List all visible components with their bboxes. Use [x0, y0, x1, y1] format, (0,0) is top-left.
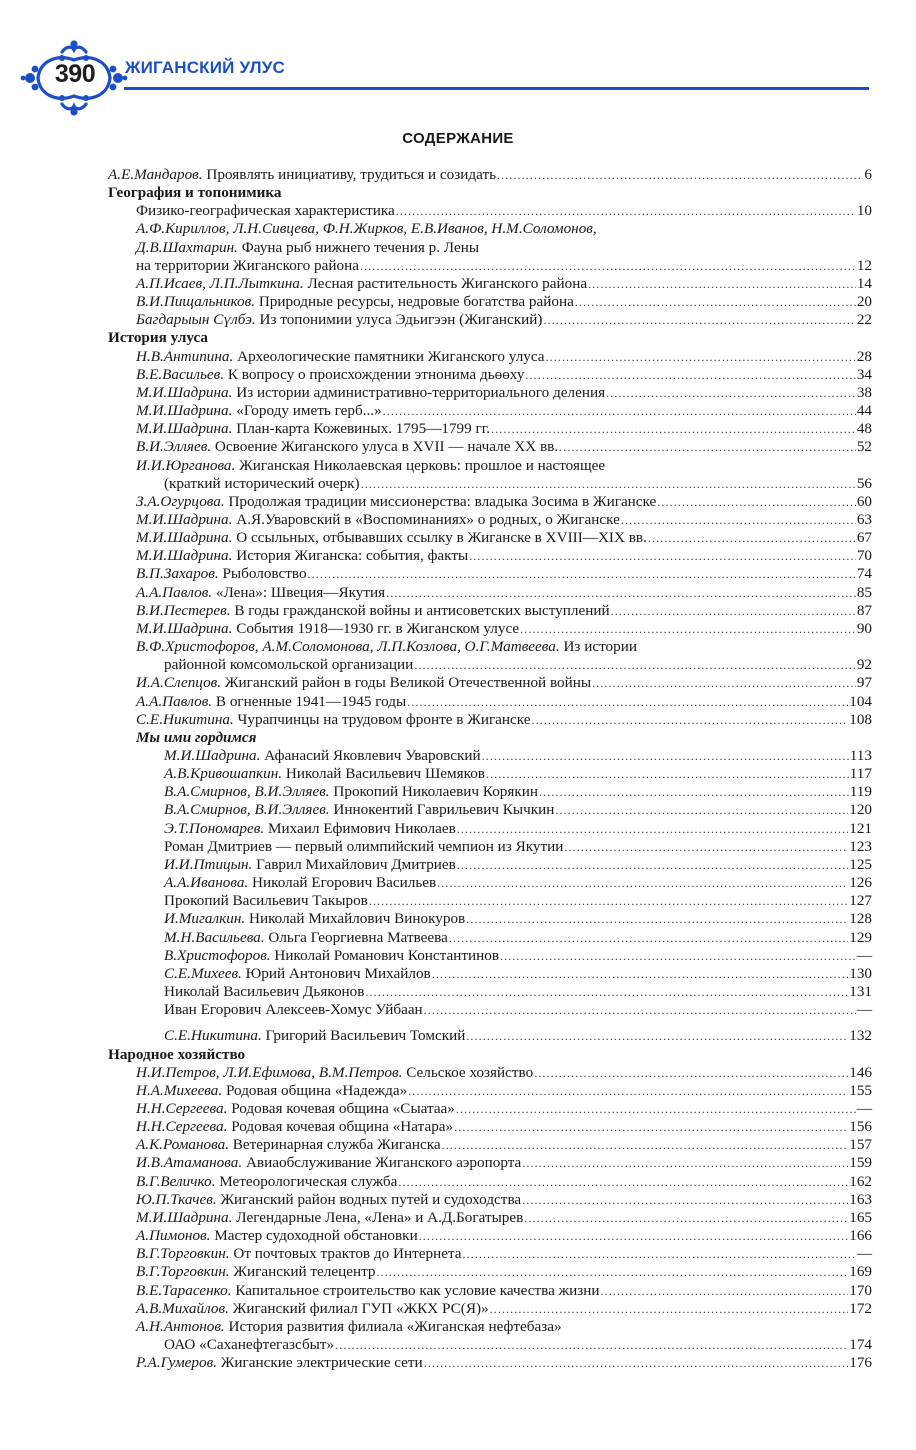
entry-title: Из топонимии улуса Эдьигээн (Жиганский): [255, 311, 543, 329]
entry-page: 34: [856, 365, 872, 383]
toc-entry[interactable]: [108, 674, 872, 692]
dot-leader: [414, 656, 856, 674]
entry-title: Николай Егорович Васильев: [248, 874, 437, 892]
entry-page: 63: [856, 510, 872, 528]
entry-page: 12: [856, 256, 872, 274]
header-rule: [124, 87, 869, 90]
entry-author: В.Е.Тарасенко.: [136, 1281, 232, 1299]
spacer: [108, 1019, 872, 1027]
entry-title: Родовая кочевая община «Натара»: [227, 1118, 454, 1136]
dot-leader: [482, 747, 849, 765]
toc-entry[interactable]: [108, 965, 872, 983]
entry-title: Николай Романович Константинов: [270, 946, 500, 964]
dot-leader: [454, 1118, 848, 1136]
entry-author: В.Христофоров.: [164, 946, 271, 964]
toc-entry[interactable]: [108, 656, 872, 674]
entry-title: Афанасий Яковлевич Уваровский: [260, 747, 481, 764]
entry-title: Родовая кочевая община «Сыатаа»: [227, 1099, 455, 1117]
toc-entry[interactable]: [108, 783, 872, 801]
toc-entry[interactable]: [108, 1001, 872, 1019]
dot-leader: [491, 420, 856, 438]
toc-entry[interactable]: [108, 1100, 872, 1118]
entry-author: Д.В.Шахтарин.: [136, 238, 238, 256]
dot-leader: [407, 693, 848, 711]
entry-author: Н.А.Михеева.: [136, 1081, 223, 1099]
entry-page: 6: [864, 166, 872, 183]
toc-title: СОДЕРЖАНИЕ: [402, 130, 514, 147]
dot-leader: [396, 202, 856, 220]
entry-author: И.И.Юрганова.: [136, 456, 236, 474]
toc-entry[interactable]: [108, 910, 872, 928]
entry-author: В.А.Смирнов, В.И.Элляев.: [164, 801, 330, 819]
entry-page: 119: [849, 783, 872, 801]
toc-entry[interactable]: [108, 348, 872, 366]
entry-title-cont: районной комсомольской организации: [164, 656, 414, 674]
dot-leader: [463, 1245, 856, 1263]
entry-author: А.П.Исаев, Л.П.Лыткина.: [136, 274, 304, 292]
entry-page: 113: [849, 747, 872, 764]
entry-author: В.Г.Торговкин.: [136, 1263, 230, 1281]
entry-title: Чурапчинцы на трудовом фронте в Жиганске: [233, 710, 531, 728]
dot-leader: [657, 493, 856, 511]
toc-entry[interactable]: [108, 1245, 872, 1263]
dot-leader: [432, 965, 848, 983]
entry-title: Лесная растительность Жиганского района: [303, 274, 588, 292]
entry-page: 131: [849, 983, 872, 1001]
dot-leader: [442, 1136, 849, 1154]
entry-page: 155: [849, 1081, 872, 1099]
entry-page: 165: [849, 1208, 872, 1226]
entry-title: К вопросу о происхождении этнонима дьөөху: [224, 365, 525, 383]
entry-title: Михаил Ефимович Николаев: [264, 819, 456, 837]
entry-author: М.И.Шадрина.: [164, 747, 261, 764]
entry-title: Из истории административно-территориального деления: [232, 383, 606, 401]
dot-leader: [648, 529, 856, 547]
dot-leader: [575, 293, 856, 311]
toc-entry[interactable]: [108, 1154, 872, 1172]
entry-page: 146: [849, 1063, 872, 1081]
dot-leader: [457, 820, 848, 838]
entry-author: В.И.Элляев.: [136, 438, 212, 456]
toc-entry[interactable]: [108, 547, 872, 565]
entry-author: З.А.Огурцова.: [136, 492, 225, 510]
entry-page: 67: [856, 529, 872, 547]
entry-page: 126: [849, 874, 872, 892]
entry-page: 162: [849, 1172, 872, 1190]
entry-page: 130: [849, 964, 872, 982]
toc-entry[interactable]: [108, 475, 872, 493]
entry-author: С.Е.Михеев.: [164, 964, 242, 982]
entry-title: Родовая община «Надежда»: [222, 1081, 408, 1099]
entry-author: А.А.Иванова.: [164, 874, 249, 892]
entry-author: Н.Н.Сергеева.: [136, 1099, 228, 1117]
toc-entry[interactable]: [108, 202, 872, 220]
entry-page: 157: [849, 1136, 872, 1154]
entry-title: История развития филиала «Жиганская нефтебаза»: [224, 1317, 562, 1335]
dot-leader: [360, 257, 856, 275]
toc-entry[interactable]: [108, 311, 872, 329]
entry-page: 174: [849, 1336, 872, 1353]
entry-page: 127: [849, 892, 872, 910]
entry-page: 117: [849, 765, 872, 783]
entry-author: Багдарыын Сүлбэ.: [136, 311, 256, 329]
entry-page: 129: [849, 928, 872, 946]
entry-author: М.И.Шадрина.: [136, 383, 233, 401]
toc-entry[interactable]: [108, 856, 872, 874]
dot-leader: [601, 1282, 849, 1300]
entry-title: От почтовых трактов до Интернета: [229, 1245, 462, 1263]
dot-leader: [466, 910, 848, 928]
toc-entry[interactable]: [108, 838, 872, 856]
entry-title: Николай Михайлович Винокуров: [245, 910, 466, 928]
dot-leader: [361, 475, 856, 493]
dot-leader: [424, 1354, 849, 1372]
entry-page: 38: [856, 383, 872, 401]
entry-author: А.Пимонов.: [136, 1227, 211, 1245]
toc-entry[interactable]: [108, 711, 872, 729]
entry-author: Ю.П.Ткачев.: [136, 1190, 217, 1208]
entry-page: 169: [849, 1263, 872, 1281]
entry-page: 108: [849, 710, 872, 728]
entry-author: В.И.Пестерев.: [136, 601, 231, 619]
dot-leader: [335, 1336, 848, 1354]
entry-author: Н.Н.Сергеева.: [136, 1118, 228, 1136]
entry-title: Жиганский телецентр: [229, 1263, 376, 1281]
entry-author: В.А.Смирнов, В.И.Элляев.: [164, 783, 330, 801]
entry-author: И.Мигалкин.: [164, 910, 246, 928]
toc-entry[interactable]: [108, 584, 872, 602]
toc-entry[interactable]: [108, 1354, 872, 1372]
entry-title: Жиганский район в годы Великой Отечественной войны: [221, 674, 592, 692]
toc-entry[interactable]: [108, 402, 872, 420]
toc-entry[interactable]: [108, 983, 872, 1001]
entry-author: А.Н.Антонов.: [136, 1317, 225, 1335]
toc-entry[interactable]: [108, 384, 872, 402]
dot-leader: [424, 1001, 856, 1019]
dot-leader: [398, 1173, 848, 1191]
entry-page: 128: [849, 910, 872, 928]
entry-title: Николай Васильевич Шемяков: [282, 765, 485, 783]
toc-entry[interactable]: [108, 801, 872, 819]
entry-page: 97: [856, 674, 872, 692]
dot-leader: [419, 1227, 849, 1245]
dot-leader: [588, 275, 856, 293]
entry-page: 22: [856, 311, 872, 329]
entry-title: Археологические памятники Жиганского улуса: [233, 347, 545, 365]
dot-leader: [555, 801, 848, 819]
dot-leader: [308, 565, 856, 583]
entry-author: Э.Т.Пономарев.: [164, 819, 265, 837]
entry-page: 70: [856, 547, 872, 565]
toc-entry[interactable]: [108, 275, 872, 293]
subsection-heading-proud: Мы ими гордимся: [136, 728, 257, 746]
entry-title: План-карта Кожевиных. 1795—1799 гг.: [232, 420, 491, 438]
entry-author: Н.В.Антипина.: [136, 347, 234, 365]
entry-title: В огненные 1941—1945 годы: [212, 692, 407, 710]
dot-leader: [408, 1082, 848, 1100]
entry-page: 121: [849, 819, 872, 837]
toc-entry[interactable]: [108, 438, 872, 456]
entry-title: Фауна рыб нижнего течения р. Лены: [237, 238, 480, 256]
running-title: ЖИГАНСКИЙ УЛУС: [125, 58, 286, 77]
entry-title: Иван Егорович Алексеев-Хомус Уйбаан: [164, 1001, 423, 1019]
dot-leader: [534, 1064, 848, 1082]
toc-entry[interactable]: [108, 1336, 872, 1354]
entry-author: М.И.Шадрина.: [136, 510, 233, 528]
toc-entry[interactable]: [108, 947, 872, 965]
entry-title: Физико-географическая характеристика: [136, 202, 395, 220]
dot-leader: [500, 947, 856, 965]
dot-leader: [383, 402, 856, 420]
dot-leader: [559, 438, 856, 456]
entry-page: —: [856, 1001, 872, 1019]
toc-entry[interactable]: [108, 1118, 872, 1136]
entry-page: 60: [856, 492, 872, 510]
dot-leader: [437, 874, 848, 892]
entry-author: М.И.Шадрина.: [136, 619, 233, 637]
toc-entry[interactable]: [108, 529, 872, 547]
entry-author: А.Ф.Кириллов, Л.Н.Сивцева, Ф.Н.Жирков, Е.В.Иванов, Н.М.Соломонов,: [136, 220, 597, 238]
entry-title-cont: ОАО «Саханефтегазсбыт»: [164, 1336, 335, 1353]
entry-page: 28: [856, 347, 872, 365]
entry-title: Жиганский район водных путей и судоходства: [216, 1190, 522, 1208]
entry-title-cont: (краткий исторический очерк): [164, 474, 360, 492]
entry-title: Иннокентий Гаврильевич Кычкин: [329, 801, 555, 819]
entry-author: М.И.Шадрина.: [136, 529, 233, 547]
entry-page: 176: [849, 1354, 872, 1372]
entry-title: Жиганская Николаевская церковь: прошлое и настоящее: [235, 456, 606, 474]
entry-title: Мастер судоходной обстановки: [210, 1227, 418, 1245]
entry-page: 125: [849, 855, 872, 873]
entry-author: В.Ф.Христофоров, А.М.Соломонова, Л.П.Козлова, О.Г.Матвеева.: [136, 638, 560, 656]
toc-entry[interactable]: [108, 693, 872, 711]
dot-leader: [490, 1300, 849, 1318]
entry-title: История Жиганска: события, факты: [232, 547, 469, 565]
entry-page: 52: [856, 438, 872, 456]
entry-author: В.Е.Васильев.: [136, 365, 225, 383]
dot-leader: [456, 1100, 856, 1118]
entry-title: Юрий Антонович Михайлов: [241, 964, 431, 982]
entry-page: 132: [849, 1027, 872, 1045]
entry-title: Рыболовство: [218, 565, 307, 583]
toc-entry[interactable]: [108, 1064, 872, 1082]
entry-author: В.П.Захаров.: [136, 565, 219, 583]
toc-entry[interactable]: [108, 1263, 872, 1281]
dot-leader: [546, 348, 856, 366]
table-of-contents: [108, 166, 872, 1372]
entry-author: М.Н.Васильева.: [164, 928, 265, 946]
entry-page: 92: [856, 656, 872, 674]
entry-author: А.А.Павлов.: [136, 583, 213, 601]
entry-page: 104: [849, 692, 872, 710]
entry-page: 120: [849, 801, 872, 819]
entry-title-cont: на территории Жиганского района: [136, 256, 359, 274]
entry-page: 56: [856, 474, 872, 492]
toc-entry[interactable]: [108, 511, 872, 529]
entry-author: С.Е.Никитина.: [136, 710, 234, 728]
entry-page: 87: [856, 601, 872, 619]
dot-leader: [486, 765, 849, 783]
toc-entry[interactable]: [108, 892, 872, 910]
entry-title: Николай Васильевич Дьяконов: [164, 983, 365, 1001]
entry-title: Природные ресурсы, недровые богатства района: [255, 293, 574, 311]
toc-entry[interactable]: [108, 1136, 872, 1154]
entry-page: 172: [849, 1299, 872, 1317]
dot-leader: [621, 511, 856, 529]
toc-entry[interactable]: [108, 747, 872, 765]
entry-title: Капитальное строительство как условие качества жизни: [231, 1281, 600, 1299]
entry-author: Р.А.Гумеров.: [136, 1354, 217, 1372]
toc-entry[interactable]: [108, 293, 872, 311]
dot-leader: [497, 166, 863, 184]
toc-entry[interactable]: [108, 166, 872, 184]
dot-leader: [539, 783, 849, 801]
entry-title: Легендарные Лена, «Лена» и А.Д.Богатырев: [232, 1208, 524, 1226]
page-header: [18, 38, 878, 118]
toc-entry[interactable]: [108, 874, 872, 892]
toc-entry[interactable]: [108, 620, 872, 638]
entry-title: Жиганские электрические сети: [217, 1354, 423, 1372]
dot-leader: [469, 547, 856, 565]
toc-entry[interactable]: [108, 929, 872, 947]
dot-leader: [377, 1263, 849, 1281]
entry-author: А.К.Романова.: [136, 1136, 229, 1154]
entry-title: Авиаобслуживание Жиганского аэропорта: [242, 1154, 522, 1172]
dot-leader: [611, 602, 856, 620]
entry-title: Жиганский филиал ГУП «ЖКХ РС(Я)»: [228, 1299, 489, 1317]
toc-entry[interactable]: [108, 1300, 872, 1318]
toc-entry[interactable]: [108, 257, 872, 275]
entry-title: Прокопий Васильевич Такыров: [164, 892, 368, 910]
dot-leader: [457, 856, 848, 874]
dot-leader: [564, 838, 848, 856]
dot-leader: [365, 983, 848, 1001]
entry-title: Роман Дмитриев — первый олимпийский чемпион из Якутии: [164, 837, 564, 855]
entry-title: Проявлять инициативу, трудиться и созидать: [202, 166, 497, 183]
entry-author: М.И.Шадрина.: [136, 420, 233, 438]
entry-page: 74: [856, 565, 872, 583]
entry-page: 166: [849, 1227, 872, 1245]
entry-title: Прокопий Николаевич Корякин: [329, 783, 538, 801]
page-number: 390: [54, 60, 96, 88]
entry-page: 90: [856, 619, 872, 637]
entry-author: М.И.Шадрина.: [136, 547, 233, 565]
entry-page: —: [856, 946, 872, 964]
dot-leader: [606, 384, 856, 402]
toc-entry[interactable]: [108, 1209, 872, 1227]
dot-leader: [532, 711, 849, 729]
entry-title: Из истории: [559, 638, 637, 656]
entry-page: 10: [856, 202, 872, 220]
toc-entry[interactable]: [108, 602, 872, 620]
entry-title: «Городу иметь герб...»: [232, 402, 382, 420]
entry-title: Освоение Жиганского улуса в XVII — начале XX вв.: [211, 438, 559, 456]
entry-title: В годы гражданской войны и антисоветских выступлений: [230, 601, 610, 619]
entry-page: 170: [849, 1281, 872, 1299]
entry-author: А.В.Михайлов.: [136, 1299, 229, 1317]
entry-page: —: [856, 1245, 872, 1263]
entry-page: 156: [849, 1118, 872, 1136]
entry-page: 14: [856, 274, 872, 292]
toc-entry[interactable]: [108, 1082, 872, 1100]
entry-page: 44: [856, 402, 872, 420]
entry-author: В.Г.Торговкин.: [136, 1245, 230, 1263]
entry-page: —: [856, 1099, 872, 1117]
entry-author: Н.И.Петров, Л.И.Ефимова, В.М.Петров.: [136, 1063, 403, 1081]
entry-author: И.И.Птицын.: [164, 855, 253, 873]
entry-author: А.А.Павлов.: [136, 692, 213, 710]
entry-author: И.А.Слепцов.: [136, 674, 222, 692]
toc-entry[interactable]: [108, 420, 872, 438]
dot-leader: [522, 1191, 848, 1209]
dot-leader: [524, 1209, 848, 1227]
entry-title: Метеорологическая служба: [215, 1172, 398, 1190]
toc-entry[interactable]: [108, 366, 872, 384]
toc-entry[interactable]: [108, 1173, 872, 1191]
entry-title: Ветеринарная служба Жиганска: [229, 1136, 441, 1154]
entry-author: И.В.Атаманова.: [136, 1154, 243, 1172]
entry-title: Григорий Васильевич Томский: [261, 1027, 466, 1045]
dot-leader: [525, 366, 855, 384]
entry-page: 163: [849, 1190, 872, 1208]
dot-leader: [386, 584, 856, 602]
entry-title: Продолжая традиции миссионерства: владыка Зосима в Жиганске: [224, 492, 657, 510]
dot-leader: [466, 1027, 848, 1045]
section-heading-history: История улуса: [108, 329, 209, 347]
entry-author: М.И.Шадрина.: [136, 1208, 233, 1226]
dot-leader: [369, 892, 848, 910]
entry-title: О ссыльных, отбывавших ссылку в Жиганске в XVIII—XIX вв.: [232, 529, 647, 547]
section-heading-geography: География и топонимика: [108, 184, 282, 202]
toc-entry[interactable]: [108, 765, 872, 783]
entry-page: 20: [856, 293, 872, 311]
entry-author: В.И.Пищальников.: [136, 293, 256, 311]
section-heading-economy: Народное хозяйство: [108, 1045, 246, 1063]
entry-author: А.В.Кривошапкин.: [164, 765, 283, 783]
entry-title: Гаврил Михайлович Дмитриев: [252, 855, 456, 873]
dot-leader: [592, 674, 856, 692]
dot-leader: [520, 620, 856, 638]
entry-title: «Лена»: Швеция—Якутия: [212, 583, 386, 601]
toc-entry[interactable]: [108, 1227, 872, 1245]
entry-title: Ольга Георгиевна Матвеева: [264, 928, 448, 946]
entry-author: С.Е.Никитина.: [164, 1027, 262, 1045]
toc-entry[interactable]: [108, 1282, 872, 1300]
dot-leader: [522, 1154, 848, 1172]
toc-entry[interactable]: [108, 820, 872, 838]
entry-page: 48: [856, 420, 872, 438]
entry-title: События 1918—1930 гг. в Жиганском улусе: [232, 619, 520, 637]
toc-entry[interactable]: [108, 1027, 872, 1045]
dot-leader: [449, 929, 848, 947]
entry-author: А.Е.Мандаров.: [108, 166, 203, 183]
dot-leader: [543, 311, 855, 329]
toc-entry[interactable]: [108, 565, 872, 583]
entry-page: 159: [849, 1154, 872, 1172]
toc-entry[interactable]: [108, 1191, 872, 1209]
entry-page: 85: [856, 583, 872, 601]
entry-page: 123: [849, 837, 872, 855]
entry-author: М.И.Шадрина.: [136, 402, 233, 420]
entry-author: В.Г.Величко.: [136, 1172, 216, 1190]
entry-title: Сельское хозяйство: [402, 1063, 534, 1081]
toc-entry[interactable]: [108, 493, 872, 511]
entry-title: А.Я.Уваровский в «Воспоминаниях» о родных, о Жиганске: [232, 510, 620, 528]
